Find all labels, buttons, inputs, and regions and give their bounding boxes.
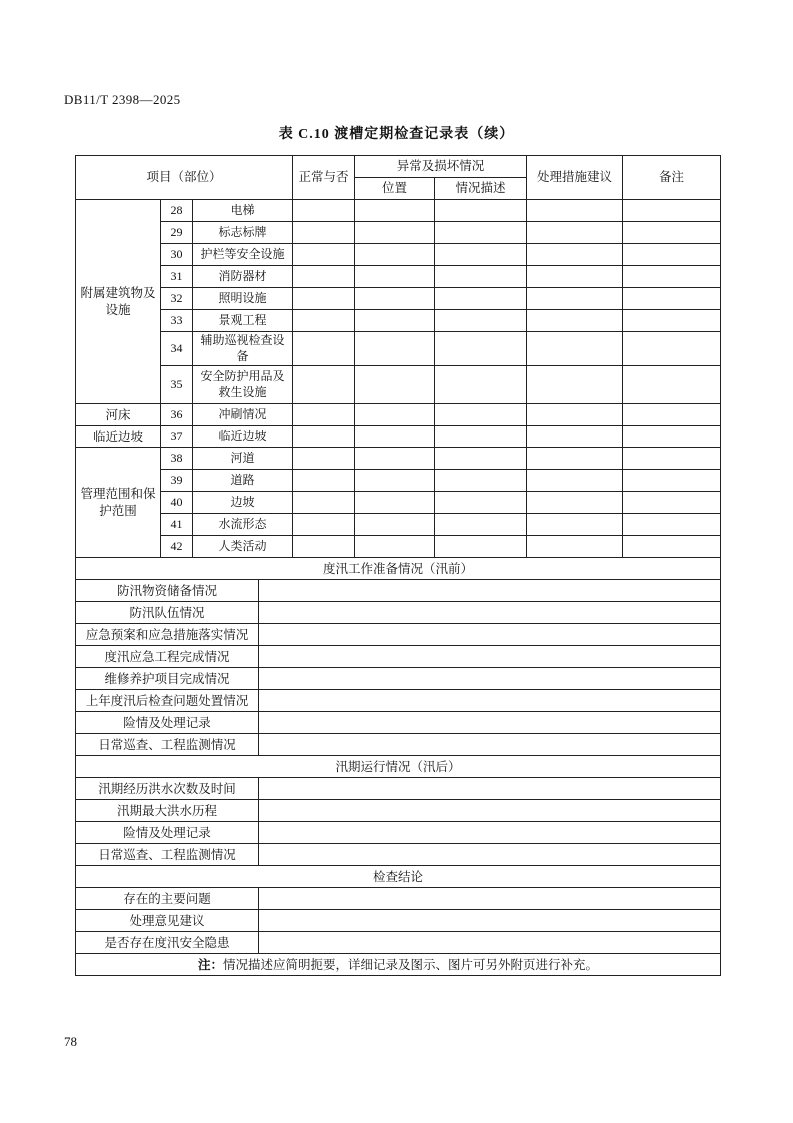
- item-name-cell: 景观工程: [193, 310, 293, 332]
- entry-cell: [527, 404, 623, 426]
- entry-cell: [293, 244, 355, 266]
- section-header-row: [76, 866, 721, 888]
- header-remarks: 备注: [623, 156, 721, 200]
- entry-cell: [355, 426, 435, 448]
- section-label-cell: 日常巡查、工程监测情况: [76, 734, 259, 756]
- entry-cell: [259, 712, 721, 734]
- header-location: 位置: [355, 178, 435, 200]
- entry-cell: [527, 310, 623, 332]
- entry-cell: [293, 266, 355, 288]
- item-no-cell: 28: [161, 200, 193, 222]
- section-header-row: [76, 756, 721, 778]
- table-row: [76, 624, 721, 646]
- entry-cell: [293, 288, 355, 310]
- item-no-cell: 39: [161, 470, 193, 492]
- entry-cell: [623, 492, 721, 514]
- section-label-cell: 险情及处理记录: [76, 712, 259, 734]
- table-row: [76, 244, 721, 266]
- item-name-cell: 水流形态: [193, 514, 293, 536]
- entry-cell: [527, 244, 623, 266]
- entry-cell: [623, 404, 721, 426]
- section-title-cell: 度汛工作准备情况（汛前）: [76, 558, 721, 580]
- item-name-cell: 道路: [193, 470, 293, 492]
- item-name-cell: 冲刷情况: [193, 404, 293, 426]
- category-cell: 河床: [76, 404, 161, 426]
- entry-cell: [527, 514, 623, 536]
- item-no-cell: 42: [161, 536, 193, 558]
- entry-cell: [623, 470, 721, 492]
- entry-cell: [527, 222, 623, 244]
- entry-cell: [623, 366, 721, 404]
- table-row: [76, 822, 721, 844]
- section-label-cell: 处理意见建议: [76, 910, 259, 932]
- table-row: [76, 200, 721, 222]
- entry-cell: [293, 426, 355, 448]
- entry-cell: [355, 366, 435, 404]
- entry-cell: [355, 244, 435, 266]
- entry-cell: [435, 244, 527, 266]
- section-header-row: [76, 558, 721, 580]
- category-cell: 附属建筑物及设施: [76, 200, 161, 404]
- entry-cell: [527, 448, 623, 470]
- entry-cell: [293, 470, 355, 492]
- entry-cell: [435, 310, 527, 332]
- section-title-cell: 汛期运行情况（汛后）: [76, 756, 721, 778]
- entry-cell: [355, 310, 435, 332]
- note-label: 注：: [198, 957, 224, 972]
- entry-cell: [435, 200, 527, 222]
- item-name-cell: 河道: [193, 448, 293, 470]
- note-text: 情况描述应简明扼要，详细记录及图示、图片可另外附页进行补充。: [223, 957, 599, 972]
- entry-cell: [623, 514, 721, 536]
- header-measures: 处理措施建议: [527, 156, 623, 200]
- entry-cell: [259, 690, 721, 712]
- table-row: [76, 404, 721, 426]
- entry-cell: [435, 514, 527, 536]
- item-no-cell: 33: [161, 310, 193, 332]
- inspection-record-table: [75, 155, 721, 976]
- entry-cell: [435, 470, 527, 492]
- entry-cell: [355, 266, 435, 288]
- entry-cell: [259, 844, 721, 866]
- entry-cell: [259, 668, 721, 690]
- entry-cell: [435, 222, 527, 244]
- entry-cell: [259, 646, 721, 668]
- entry-cell: [623, 200, 721, 222]
- entry-cell: [435, 366, 527, 404]
- section-label-cell: 存在的主要问题: [76, 888, 259, 910]
- entry-cell: [293, 332, 355, 366]
- entry-cell: [355, 536, 435, 558]
- entry-cell: [259, 800, 721, 822]
- section-label-cell: 防汛队伍情况: [76, 602, 259, 624]
- table-row: [76, 266, 721, 288]
- table-row: [76, 932, 721, 954]
- table-row: [76, 646, 721, 668]
- entry-cell: [527, 426, 623, 448]
- header-description: 情况描述: [435, 178, 527, 200]
- section-label-cell: 日常巡查、工程监测情况: [76, 844, 259, 866]
- table-row: [76, 734, 721, 756]
- section-label-cell: 维修养护项目完成情况: [76, 668, 259, 690]
- item-no-cell: 31: [161, 266, 193, 288]
- entry-cell: [527, 492, 623, 514]
- entry-cell: [435, 492, 527, 514]
- entry-cell: [623, 448, 721, 470]
- table-row: [76, 778, 721, 800]
- item-name-cell: 消防器材: [193, 266, 293, 288]
- table-row: [76, 602, 721, 624]
- item-name-cell: 照明设施: [193, 288, 293, 310]
- category-cell: 临近边坡: [76, 426, 161, 448]
- entry-cell: [293, 514, 355, 536]
- item-name-cell: 护栏等安全设施: [193, 244, 293, 266]
- item-name-cell: 电梯: [193, 200, 293, 222]
- entry-cell: [293, 404, 355, 426]
- entry-cell: [259, 734, 721, 756]
- entry-cell: [527, 470, 623, 492]
- entry-cell: [355, 470, 435, 492]
- table-row: [76, 310, 721, 332]
- table-row: [76, 536, 721, 558]
- item-no-cell: 32: [161, 288, 193, 310]
- entry-cell: [293, 310, 355, 332]
- item-no-cell: 35: [161, 366, 193, 404]
- item-name-cell: 边坡: [193, 492, 293, 514]
- note-row: [76, 954, 721, 976]
- entry-cell: [623, 244, 721, 266]
- entry-cell: [527, 536, 623, 558]
- entry-cell: [435, 426, 527, 448]
- entry-cell: [293, 222, 355, 244]
- entry-cell: [355, 200, 435, 222]
- item-no-cell: 30: [161, 244, 193, 266]
- entry-cell: [293, 366, 355, 404]
- entry-cell: [435, 266, 527, 288]
- item-no-cell: 40: [161, 492, 193, 514]
- section-label-cell: 度汛应急工程完成情况: [76, 646, 259, 668]
- section-label-cell: 应急预案和应急措施落实情况: [76, 624, 259, 646]
- entry-cell: [623, 310, 721, 332]
- entry-cell: [293, 448, 355, 470]
- item-name-cell: 人类活动: [193, 536, 293, 558]
- entry-cell: [435, 536, 527, 558]
- entry-cell: [527, 200, 623, 222]
- table-row: [76, 426, 721, 448]
- item-name-cell: 安全防护用品及救生设施: [193, 366, 293, 404]
- item-name-cell: 辅助巡视检查设备: [193, 332, 293, 366]
- table-row: [76, 712, 721, 734]
- item-name-cell: 标志标牌: [193, 222, 293, 244]
- header-item: 项目（部位）: [76, 156, 293, 200]
- table-row: [76, 888, 721, 910]
- item-no-cell: 36: [161, 404, 193, 426]
- table-row: [76, 366, 721, 404]
- entry-cell: [435, 288, 527, 310]
- entry-cell: [527, 332, 623, 366]
- doc-number: DB11/T 2398—2025: [64, 92, 181, 107]
- table-row: [76, 332, 721, 366]
- category-cell: 管理范围和保护范围: [76, 448, 161, 558]
- entry-cell: [623, 426, 721, 448]
- table-row: [76, 470, 721, 492]
- table-row: [76, 910, 721, 932]
- table-row: [76, 492, 721, 514]
- item-no-cell: 29: [161, 222, 193, 244]
- table-row: [76, 668, 721, 690]
- entry-cell: [293, 200, 355, 222]
- item-name-cell: 临近边坡: [193, 426, 293, 448]
- entry-cell: [259, 602, 721, 624]
- entry-cell: [355, 222, 435, 244]
- table-row: [76, 222, 721, 244]
- section-label-cell: 上年度汛后检查问题处置情况: [76, 690, 259, 712]
- entry-cell: [435, 448, 527, 470]
- entry-cell: [355, 514, 435, 536]
- table-row: [76, 580, 721, 602]
- item-no-cell: 34: [161, 332, 193, 366]
- page-number: 78: [64, 1034, 77, 1049]
- entry-cell: [435, 404, 527, 426]
- entry-cell: [259, 888, 721, 910]
- section-label-cell: 险情及处理记录: [76, 822, 259, 844]
- table-row: [76, 514, 721, 536]
- item-no-cell: 41: [161, 514, 193, 536]
- entry-cell: [527, 288, 623, 310]
- item-no-cell: 38: [161, 448, 193, 470]
- entry-cell: [623, 536, 721, 558]
- entry-cell: [259, 624, 721, 646]
- item-no-cell: 37: [161, 426, 193, 448]
- entry-cell: [355, 448, 435, 470]
- table-row: [76, 844, 721, 866]
- table-row: [76, 800, 721, 822]
- section-label-cell: 汛期经历洪水次数及时间: [76, 778, 259, 800]
- table-title: 表 C.10 渡槽定期检查记录表（续）: [278, 127, 515, 142]
- entry-cell: [355, 288, 435, 310]
- entry-cell: [355, 332, 435, 366]
- table-row: [76, 690, 721, 712]
- section-label-cell: 防汛物资储备情况: [76, 580, 259, 602]
- entry-cell: [527, 266, 623, 288]
- entry-cell: [259, 778, 721, 800]
- entry-cell: [623, 222, 721, 244]
- note-cell: [76, 954, 721, 976]
- entry-cell: [623, 266, 721, 288]
- entry-cell: [355, 404, 435, 426]
- table-row: [76, 288, 721, 310]
- entry-cell: [259, 822, 721, 844]
- section-title-cell: 检查结论: [76, 866, 721, 888]
- header-normal: 正常与否: [293, 156, 355, 200]
- entry-cell: [293, 536, 355, 558]
- entry-cell: [259, 910, 721, 932]
- entry-cell: [293, 492, 355, 514]
- entry-cell: [623, 332, 721, 366]
- entry-cell: [623, 288, 721, 310]
- entry-cell: [259, 580, 721, 602]
- section-label-cell: 汛期最大洪水历程: [76, 800, 259, 822]
- header-abnormal: 异常及损坏情况: [355, 156, 527, 178]
- entry-cell: [435, 332, 527, 366]
- entry-cell: [355, 492, 435, 514]
- entry-cell: [527, 366, 623, 404]
- header-row-1: [76, 156, 721, 178]
- section-label-cell: 是否存在度汛安全隐患: [76, 932, 259, 954]
- entry-cell: [259, 932, 721, 954]
- table-row: [76, 448, 721, 470]
